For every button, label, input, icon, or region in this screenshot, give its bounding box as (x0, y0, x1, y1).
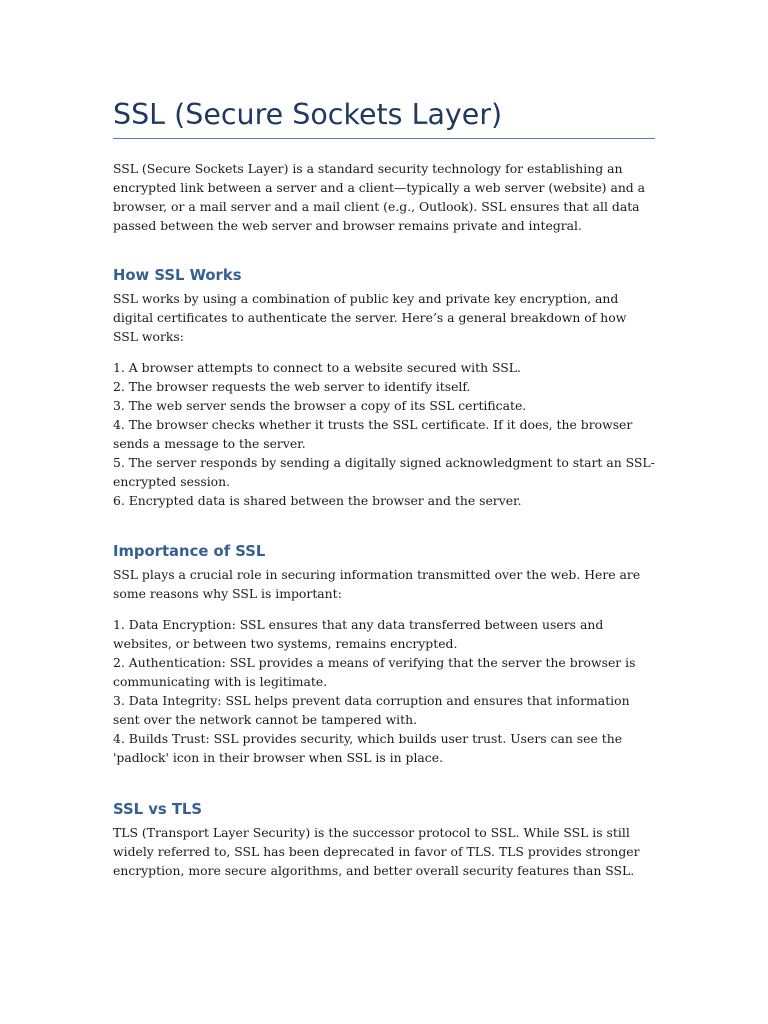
list-item: 2. Authentication: SSL provides a means of verifying that the server the browser is communicating with is legitimate. (113, 655, 636, 689)
list-item: 1. A browser attempts to connect to a website secured with SSL. (113, 360, 521, 375)
steps-list (113, 358, 655, 510)
list-item: 2. The browser requests the web server to identify itself. (113, 379, 471, 394)
list-item: 6. Encrypted data is shared between the browser and the server. (113, 493, 522, 508)
section-heading-ssl-vs-tls: SSL vs TLS (113, 801, 203, 818)
list-item: 1. Data Encryption: SSL ensures that any data transferred between users and websites, or between two systems, remains encrypted. (113, 617, 604, 651)
list-item: 5. The server responds by sending a digitally signed acknowledgment to start an SSL-encrypted session. (113, 455, 655, 489)
list-item: 4. Builds Trust: SSL provides security, which builds user trust. Users can see the 'padlock' icon in their browser when SSL is in place. (113, 731, 623, 765)
list-item: 4. The browser checks whether it trusts the SSL certificate. If it does, the browser sends a message to the server. (113, 417, 633, 451)
section-body-how-ssl-works: SSL works by using a combination of public key and private key encryption, and digital certificates to authenticate the server. Here’s a general breakdown of how SSL works: (113, 291, 627, 344)
list-item: 3. Data Integrity: SSL helps prevent data corruption and ensures that information sent over the network cannot be tampered with. (113, 693, 630, 727)
section-body-importance-of-ssl: SSL plays a crucial role in securing information transmitted over the web. Here are some reasons why SSL is important: (113, 567, 641, 601)
section-body-ssl-vs-tls: TLS (Transport Layer Security) is the successor protocol to SSL. While SSL is still widely referred to, SSL has been deprecated in favor of TLS. TLS provides stronger encryption, more secure algorithms, and better overall security features than SSL. (113, 825, 640, 878)
intro-paragraph: SSL (Secure Sockets Layer) is a standard security technology for establishing an encrypted link between a server and a client—typically a web server (website) and a browser, or a mail server and a mail client (e.g., Outlook). SSL ensures that all data passed between the web server and browser remains private and integral. (113, 161, 646, 233)
document-page (113, 96, 655, 880)
section-heading-how-ssl-works: How SSL Works (113, 267, 242, 284)
list-item: 3. The web server sends the browser a copy of its SSL certificate. (113, 398, 527, 413)
section-heading-importance-of-ssl: Importance of SSL (113, 543, 266, 560)
reasons-list (113, 615, 655, 767)
document-title: SSL (Secure Sockets Layer) (113, 96, 655, 139)
